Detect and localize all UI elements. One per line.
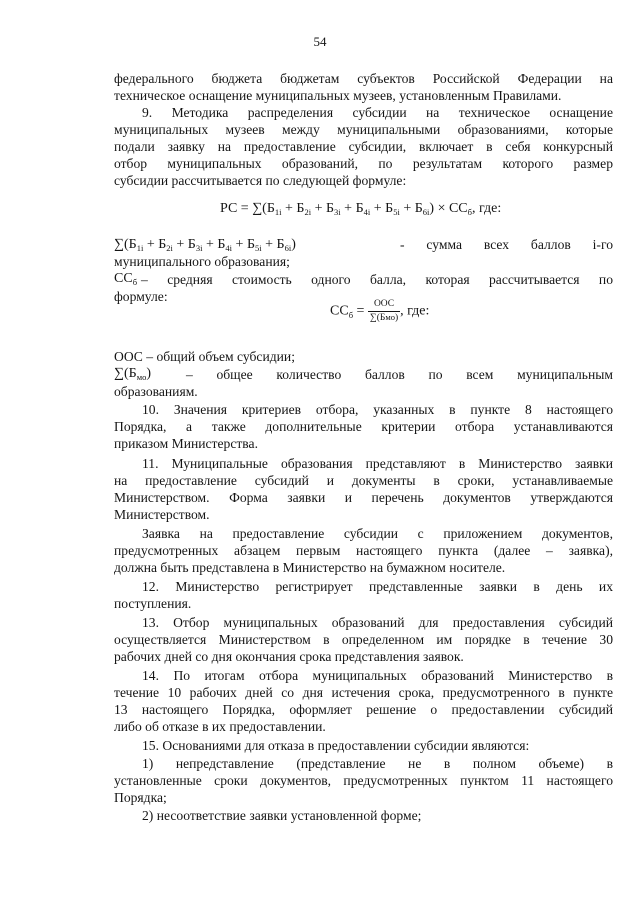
text-line: 9. Методика распределения субсидии на техническое оснащение xyxy=(142,105,613,120)
text-line: приказом Министерства. xyxy=(114,436,258,451)
fraction: $\frac{\text{ООС}}{\text{∑(Бмо)}}$ xyxy=(369,299,399,323)
page-number: 54 xyxy=(313,34,327,49)
text-line: 13. Отбор муниципальных образований для предоставления субсидий xyxy=(142,615,613,630)
text-line: Министерством. xyxy=(114,507,210,522)
text-line: муниципальных музеев между муниципальными образованиями, которые xyxy=(114,122,613,137)
text-line: установленные сроки документов, предусмотренных пунктом 11 настоящего xyxy=(114,773,613,788)
text-line: подали заявку на предоставление субсидии, включает в себя конкурсный xyxy=(114,139,613,154)
text-line: федерального бюджета бюджетам субъектов Российской Федерации на xyxy=(114,71,613,86)
text-line: техническое оснащение муниципальных музеев, установленным Правилами. xyxy=(114,88,562,103)
text-line: Порядка, а также дополнительные критерии отбора устанавливаются xyxy=(114,419,613,434)
text-line: образованиям. xyxy=(114,384,198,399)
cc-symbol: $СС_б$ xyxy=(114,271,138,287)
text-line: должна быть представлена в Министерство на бумажном носителе. xyxy=(114,560,506,575)
text-line: ООС – общий объем субсидии; xyxy=(114,349,295,364)
text-line: муниципального образования; xyxy=(114,254,290,269)
text-line: Министерством. Форма заявки и перечень документов утверждаются xyxy=(114,490,613,505)
main-formula: РС = $\sum(Б_{1i} + Б_{2i} + Б_{3i} + Б_{4i} + Б_{5i} + Б_{6i}) \times СС_б$, где: xyxy=(220,201,502,217)
text-line: Порядка; xyxy=(114,790,167,805)
text-line: - сумма всех баллов i-го xyxy=(400,237,613,252)
text-line: на предоставление субсидий и документы в сроки, устанавливаемые xyxy=(114,473,613,488)
text-line: – средняя стоимость одного балла, которая рассчитывается по xyxy=(141,272,613,287)
text-line: течение 10 рабочих дней со дня истечения срока, предусмотренного в пункте xyxy=(114,685,613,700)
text-line: предусмотренных абзацем первым настоящего пункта (далее – заявка), xyxy=(114,543,613,558)
sum-expression: $\sum(Б_{1i} + Б_{2i} + Б_{3i} + Б_{4i} + Б_{5i} + Б_{6i})$ xyxy=(114,237,296,253)
text-line: осуществляется Министерством в определенном им порядке в течение 30 xyxy=(114,632,613,647)
text-line: 1) непредставление (представление не в полном объеме) в xyxy=(142,756,613,771)
text-line: отбор муниципальных образований, по результатам которого размер xyxy=(114,156,613,171)
text-line: субсидии рассчитывается по следующей формуле: xyxy=(114,173,407,188)
text-line: 11. Муниципальные образования представляют в Министерство заявки xyxy=(142,456,613,471)
sum-mo-expression: $\sum(Б_{мо})$ xyxy=(114,366,151,382)
text-line: Заявка на предоставление субсидии с приложением документов, xyxy=(142,526,613,541)
text-line: 12. Министерство регистрирует представленные заявки в день их xyxy=(142,579,613,594)
text-line: 2) несоответствие заявки установленной форме; xyxy=(142,808,422,823)
text-line: рабочих дней со дня окончания срока представления заявок. xyxy=(114,649,464,664)
text-line: 15. Основаниями для отказа в предоставлении субсидии являются: xyxy=(142,738,530,753)
text-line: 14. По итогам отбора муниципальных образований Министерство в xyxy=(142,668,613,683)
text-line: либо об отказе в их предоставлении. xyxy=(114,719,326,734)
text-line: – общее количество баллов по всем муниципальным xyxy=(186,367,613,382)
cc-formula: $СС_б$ = $\frac{\text{ООС}}{\text{∑(Бмо)}}$ , где: xyxy=(330,299,430,323)
text-line: 10. Значения критериев отбора, указанных в пункте 8 настоящего xyxy=(142,402,613,417)
text-line: поступления. xyxy=(114,596,192,611)
text-line: формуле: xyxy=(114,289,168,304)
text-line: 13 настоящего Порядка, оформляет решение о предоставлении субсидий xyxy=(114,702,613,717)
